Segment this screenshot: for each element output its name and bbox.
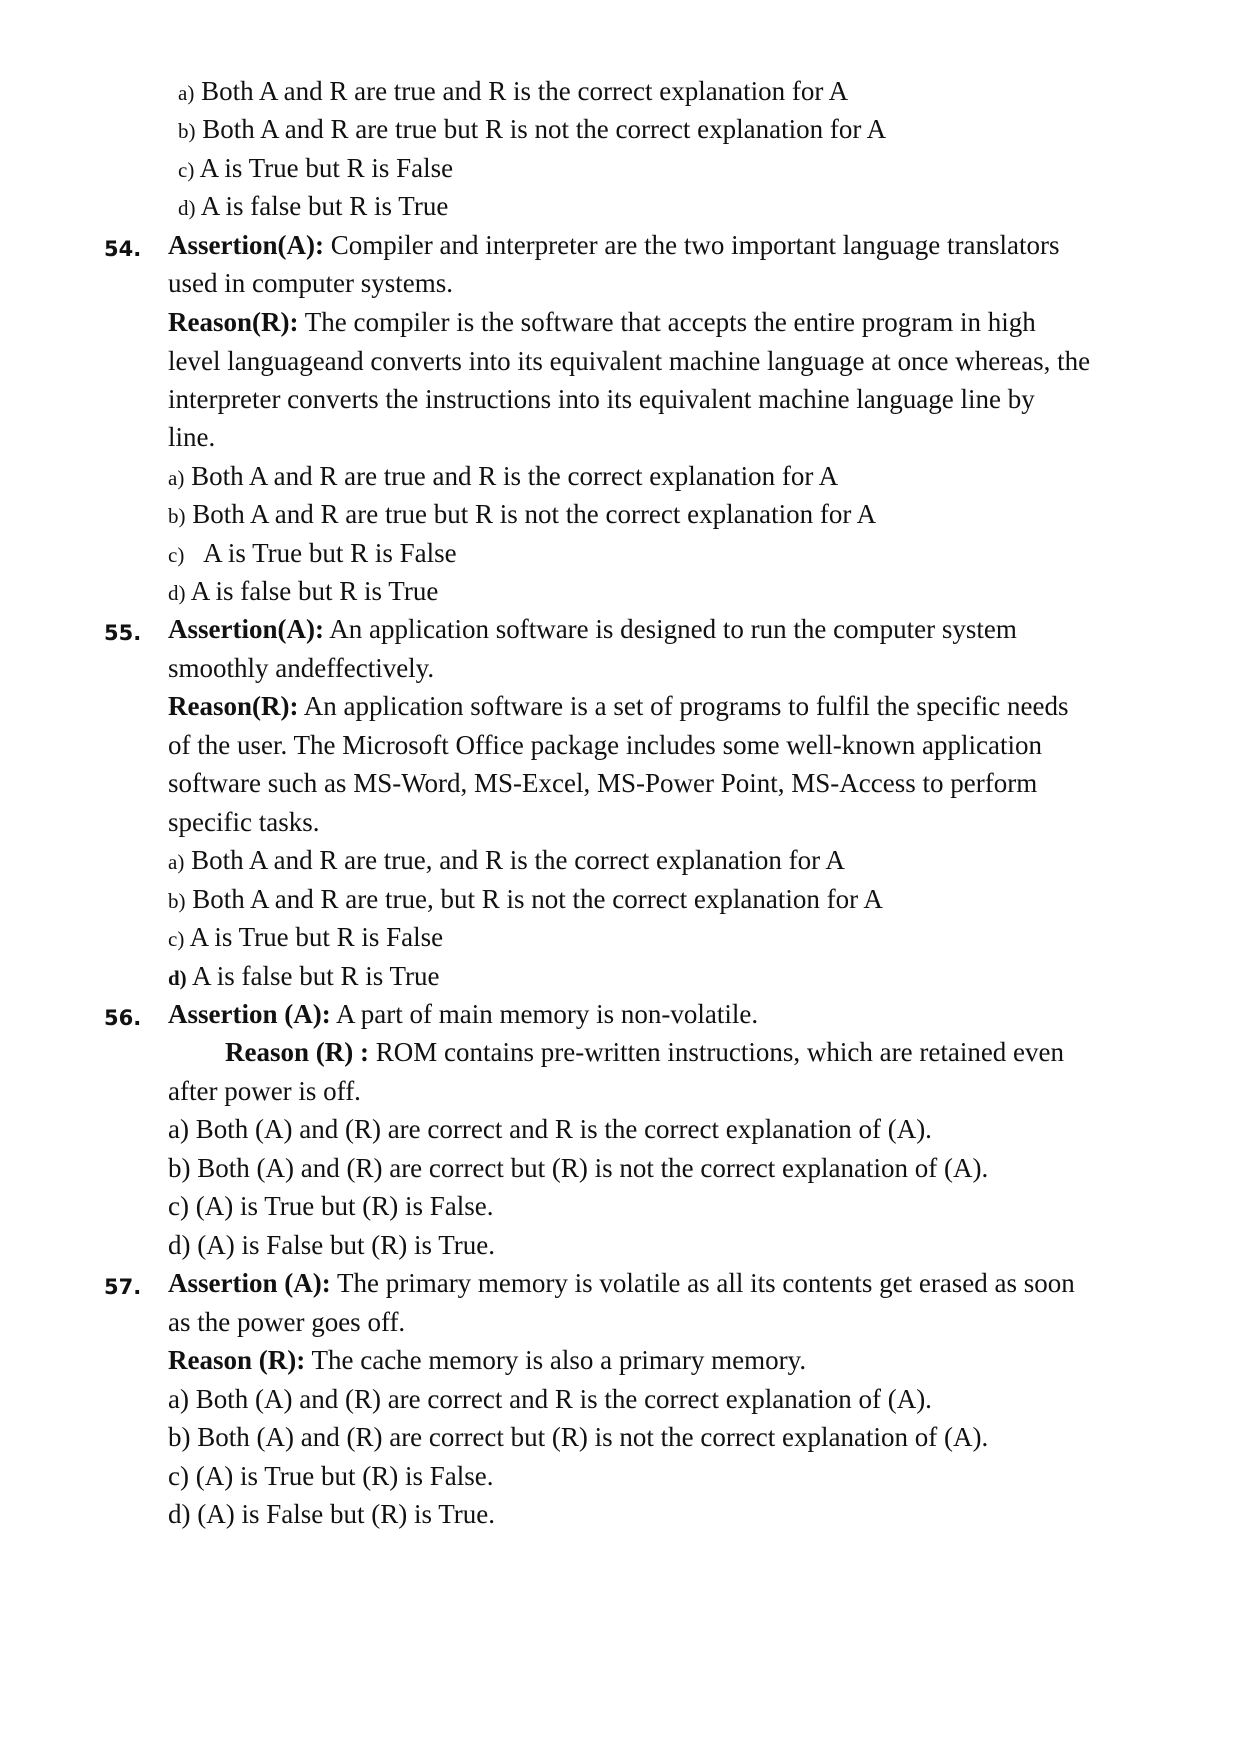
option-letter: c) bbox=[168, 927, 185, 951]
option-text: Both A and R are true and R is the correct explanation for A bbox=[201, 76, 849, 106]
reason-label: Reason (R): bbox=[168, 1345, 306, 1375]
question-number: 55. bbox=[104, 621, 142, 645]
reason-line: level languageand converts into its equivalent machine language at once whereas, the bbox=[168, 346, 1091, 376]
reason-label: Reason (R) : bbox=[225, 1037, 369, 1067]
option-letter: b) bbox=[178, 119, 196, 143]
option-d: d) (A) is False but (R) is True. bbox=[168, 1499, 496, 1529]
option-d bbox=[168, 578, 438, 605]
option-text: Both A and R are true and R is the correct explanation for A bbox=[191, 461, 839, 491]
reason-label: Reason(R): bbox=[168, 691, 299, 721]
reason-line: specific tasks. bbox=[168, 807, 320, 837]
option-letter: a) bbox=[168, 850, 185, 874]
question-number: 54. bbox=[104, 237, 142, 261]
prev-option-d bbox=[178, 193, 448, 220]
prev-option-b bbox=[178, 116, 886, 143]
option-text: A is false but R is True bbox=[191, 961, 440, 991]
option-c: c) (A) is True but (R) is False. bbox=[168, 1461, 494, 1491]
option-c: c) (A) is True but (R) is False. bbox=[168, 1191, 494, 1221]
option-letter: a) bbox=[168, 466, 185, 490]
assertion-label: Assertion (A): bbox=[168, 999, 331, 1029]
option-text: A is True but R is False bbox=[189, 922, 444, 952]
option-letter: b) bbox=[168, 889, 186, 913]
assertion-label: Assertion (A): bbox=[168, 1268, 331, 1298]
option-a bbox=[168, 847, 845, 874]
assertion-label: Assertion(A): bbox=[168, 230, 324, 260]
option-a: a) Both (A) and (R) are correct and R is the correct explanation of (A). bbox=[168, 1114, 932, 1144]
option-letter: d) bbox=[168, 966, 187, 990]
assertion-line: used in computer systems. bbox=[168, 268, 453, 298]
option-letter: c) bbox=[168, 543, 185, 567]
option-text: Both A and R are true but R is not the correct explanation for A bbox=[192, 499, 877, 529]
option-letter: d) bbox=[178, 196, 196, 220]
reason-text: The compiler is the software that accepts the entire program in high bbox=[304, 307, 1036, 337]
assertion-line bbox=[168, 1001, 758, 1028]
option-b bbox=[168, 501, 876, 528]
option-text: A is True but R is False bbox=[199, 153, 454, 183]
assertion-line bbox=[168, 1270, 1075, 1297]
option-c bbox=[168, 540, 457, 567]
assertion-line bbox=[168, 616, 1017, 643]
option-text: A is True but R is False bbox=[203, 538, 457, 568]
option-letter: b) bbox=[168, 504, 186, 528]
assertion-text: A part of main memory is non-volatile. bbox=[335, 999, 759, 1029]
option-text: A is false but R is True bbox=[200, 191, 449, 221]
reason-text: An application software is a set of programs to fulfil the specific needs bbox=[303, 691, 1069, 721]
reason-text: ROM contains pre-written instructions, which are retained even bbox=[375, 1037, 1065, 1067]
option-letter: c) bbox=[178, 158, 195, 182]
option-text: Both A and R are true, but R is not the correct explanation for A bbox=[192, 884, 883, 914]
reason-line: after power is off. bbox=[168, 1076, 361, 1106]
option-letter: d) bbox=[168, 581, 186, 605]
reason-line bbox=[168, 1347, 806, 1374]
assertion-label: Assertion(A): bbox=[168, 614, 324, 644]
assertion-text: The primary memory is volatile as all its contents get erased as soon bbox=[336, 1268, 1075, 1298]
reason-label: Reason(R): bbox=[168, 307, 299, 337]
option-text: Both A and R are true but R is not the correct explanation for A bbox=[202, 114, 887, 144]
reason-line: software such as MS-Word, MS-Excel, MS-Power Point, MS-Access to perform bbox=[168, 768, 1038, 798]
assertion-text: An application software is designed to run the computer system bbox=[329, 614, 1017, 644]
reason-line: interpreter converts the instructions into its equivalent machine language line by bbox=[168, 384, 1035, 414]
prev-option-a bbox=[178, 78, 848, 105]
option-a bbox=[168, 463, 838, 490]
option-a: a) Both (A) and (R) are correct and R is the correct explanation of (A). bbox=[168, 1384, 932, 1414]
reason-line bbox=[168, 309, 1036, 336]
question-number: 57. bbox=[104, 1275, 142, 1299]
option-b: b) Both (A) and (R) are correct but (R) is not the correct explanation of (A). bbox=[168, 1153, 989, 1183]
option-d: d) (A) is False but (R) is True. bbox=[168, 1230, 496, 1260]
reason-line: line. bbox=[168, 422, 216, 452]
assertion-line: as the power goes off. bbox=[168, 1307, 406, 1337]
option-text: A is false but R is True bbox=[190, 576, 439, 606]
assertion-line bbox=[168, 232, 1059, 259]
option-text: Both A and R are true, and R is the correct explanation for A bbox=[191, 845, 845, 875]
option-letter: a) bbox=[178, 81, 195, 105]
reason-line: of the user. The Microsoft Office package includes some well-known application bbox=[168, 730, 1042, 760]
option-d bbox=[168, 963, 440, 990]
option-b bbox=[168, 886, 883, 913]
assertion-text: Compiler and interpreter are the two important language translators bbox=[330, 230, 1060, 260]
prev-option-c bbox=[178, 155, 453, 182]
reason-line bbox=[168, 693, 1069, 720]
question-number: 56. bbox=[104, 1006, 142, 1030]
option-b: b) Both (A) and (R) are correct but (R) is not the correct explanation of (A). bbox=[168, 1422, 989, 1452]
option-c bbox=[168, 924, 443, 951]
reason-line bbox=[225, 1039, 1064, 1066]
assertion-line: smoothly andeffectively. bbox=[168, 653, 435, 683]
reason-text: The cache memory is also a primary memory. bbox=[311, 1345, 807, 1375]
